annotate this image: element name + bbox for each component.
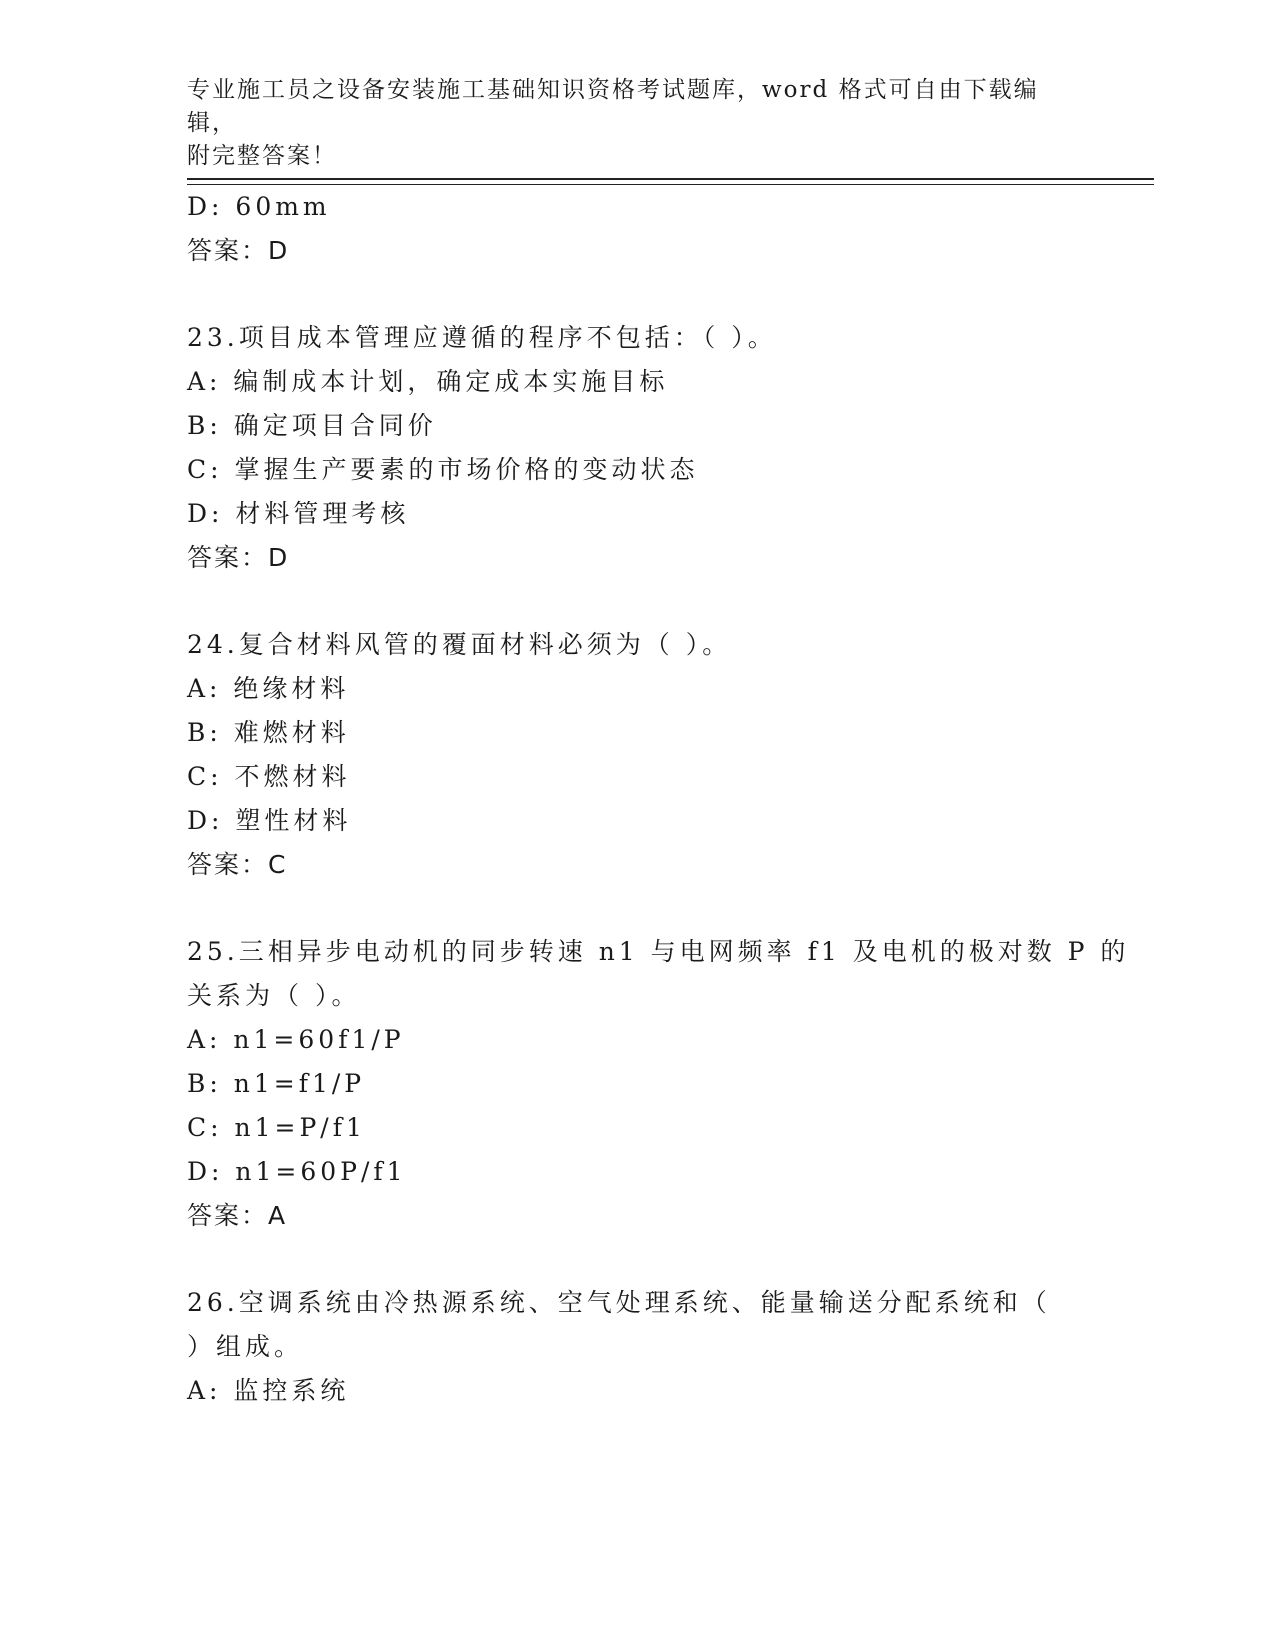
header-line-1: 专业施工员之设备安装施工基础知识资格考试题库，word 格式可自由下载编辑， [187, 77, 1039, 136]
q25-option-a: A: n1=60f1/P [187, 1025, 405, 1054]
q25-answer: 答案：A [187, 1201, 288, 1230]
q24-option-a: A: 绝缘材料 [187, 674, 350, 703]
q23-option-c: C: 掌握生产要素的市场价格的变动状态 [187, 455, 699, 484]
q25-option-d: D: n1=60P/f1 [187, 1157, 407, 1186]
q24-answer: 答案：C [187, 850, 288, 879]
q26-stem-line-2: ）组成。 [187, 1332, 304, 1361]
prev-option-d: D: 60mm [187, 192, 331, 221]
q25-option-b: B: n1=f1/P [187, 1069, 366, 1098]
q25-stem-line-2: 关系为（ ）。 [187, 981, 361, 1010]
q23-stem: 23.项目成本管理应遵循的程序不包括：（ ）。 [187, 323, 777, 352]
q25-stem-line-1: 25.三相异步电动机的同步转速 n1 与电网频率 f1 及电机的极对数 P 的 [187, 937, 1130, 966]
q23-option-a: A: 编制成本计划，确定成本实施目标 [187, 367, 669, 396]
q24-option-d: D: 塑性材料 [187, 806, 352, 835]
q23-answer: 答案：D [187, 543, 290, 572]
prev-answer: 答案：D [187, 236, 290, 265]
header-line-2: 附完整答案！ [187, 143, 337, 169]
document-header [187, 74, 1087, 173]
header-divider-thick [187, 178, 1154, 180]
q26-option-a: A: 监控系统 [187, 1376, 350, 1405]
q24-stem: 24.复合材料风管的覆面材料必须为（ ）。 [187, 630, 732, 659]
q23-option-b: B: 确定项目合同价 [187, 411, 437, 440]
header-divider-thin [187, 184, 1154, 185]
q24-option-b: B: 难燃材料 [187, 718, 350, 747]
q23-option-d: D: 材料管理考核 [187, 499, 410, 528]
q25-option-c: C: n1=P/f1 [187, 1113, 366, 1142]
q26-stem-line-1: 26.空调系统由冷热源系统、空气处理系统、能量输送分配系统和（ [187, 1288, 1051, 1317]
q24-option-c: C: 不燃材料 [187, 762, 351, 791]
